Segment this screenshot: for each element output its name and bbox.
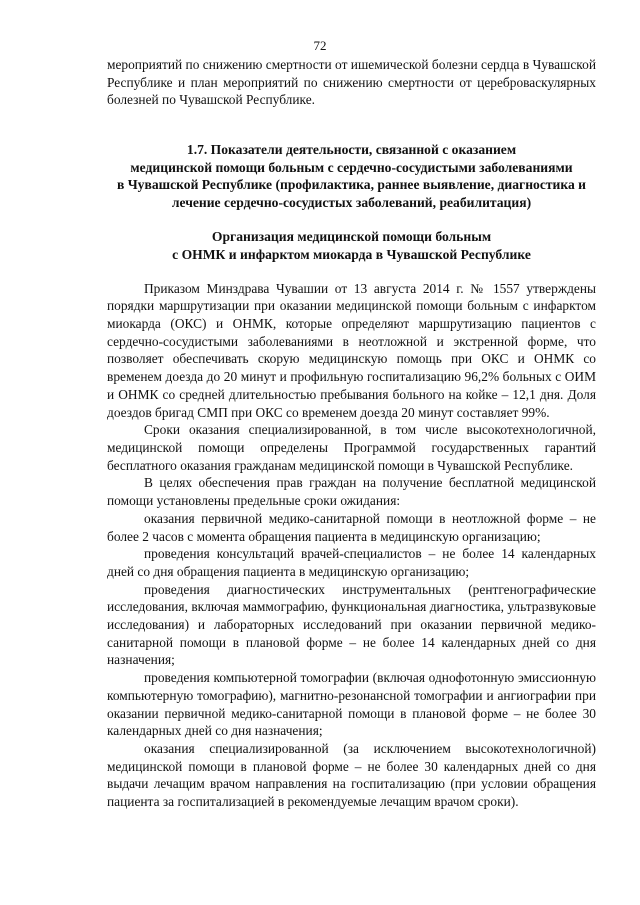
subheading-line: с ОНМК и инфарктом миокарда в Чувашской Республике — [172, 247, 531, 263]
subheading-line: Организация медицинской помощи больным — [211, 229, 492, 245]
intro-paragraph: мероприятий по снижению смертности от ишемической болезни сердца в Чувашской Республике и план мероприятий по снижению смертности от цереброваскулярных болезней по Чувашской Республике. — [107, 57, 596, 108]
body-paragraph: Сроки оказания специализированной, в том числе высокотехнологичной, медицинской помощи определены Программой государственных гарантий бесплатного оказания гражданам медицинской помощи в Чувашской Республике. — [107, 422, 596, 473]
body-paragraph: проведения диагностических инструментальных (рентгенографические исследования, включая маммографию, функциональная диагностика, ультразвуковые исследования) и лабораторных исследований при оказании первичной медико-санитарной помощи в плановой форме – не более 14 календарных дней со дня назначения; — [107, 581, 596, 668]
section-heading — [107, 141, 596, 211]
body-paragraph: проведения компьютерной томографии (включая однофотонную эмиссионную компьютерную томографию), магнитно-резонансной томографии и ангиографии при оказании первичной медико-санитарной помощи в плановой форме – не более 30 календарных дней со дня назначения; — [107, 670, 596, 739]
section-heading-line: в Чувашской Республике (профилактика, раннее выявление, диагностика и — [116, 177, 587, 193]
body-paragraph: В целях обеспечения прав граждан на получение бесплатной медицинской помощи установлены предельные сроки ожидания: — [107, 475, 596, 509]
section-heading-line: медицинской помощи больным с сердечно-сосудистыми заболеваниями — [130, 159, 573, 175]
section-heading-line: 1.7. Показатели деятельности, связанной с оказанием — [186, 142, 517, 158]
section-heading-line: лечение сердечно-сосудистых заболеваний, реабилитация) — [171, 194, 532, 210]
body-paragraph: Приказом Минздрава Чувашии от 13 августа 2014 г. № 1557 утверждены порядки маршрутизации при оказании медицинской помощи больным с инфарктом миокарда (ОКС) и ОНМК, которые определяют маршрутизацию пациентов с сердечно-сосудистыми заболеваниями в неотложной и экстренной форме, что позволяет обеспечивать скорую медицинскую помощь при ОКС и ОНМК со временем доезда до 20 минут и профильную госпитализацию 96,2% больных с ОИМ и ОНМК со средней длительностью пребывания больного на койке – 12,1 дня. Доля доездов бригад СМП при ОКС со временем доезда 20 минут составляет 99%. — [107, 280, 596, 420]
page-number: 72 — [313, 38, 327, 53]
page-content — [107, 56, 596, 811]
body-paragraph: проведения консультаций врачей-специалистов – не более 14 календарных дней со дня обращения пациента в медицинскую организацию; — [107, 546, 596, 579]
body-paragraph: оказания специализированной (за исключением высокотехнологичной) медицинской помощи в плановой форме – не более 30 календарных дней со дня выдачи лечащим врачом направления на госпитализацию (при условии обращения пациента за госпитализацией в рекомендуемые лечащим врачом сроки). — [107, 740, 596, 810]
subheading — [107, 228, 596, 263]
body-paragraph: оказания первичной медико-санитарной помощи в неотложной форме – не более 2 часов с момента обращения пациента в медицинскую организацию; — [107, 510, 596, 544]
